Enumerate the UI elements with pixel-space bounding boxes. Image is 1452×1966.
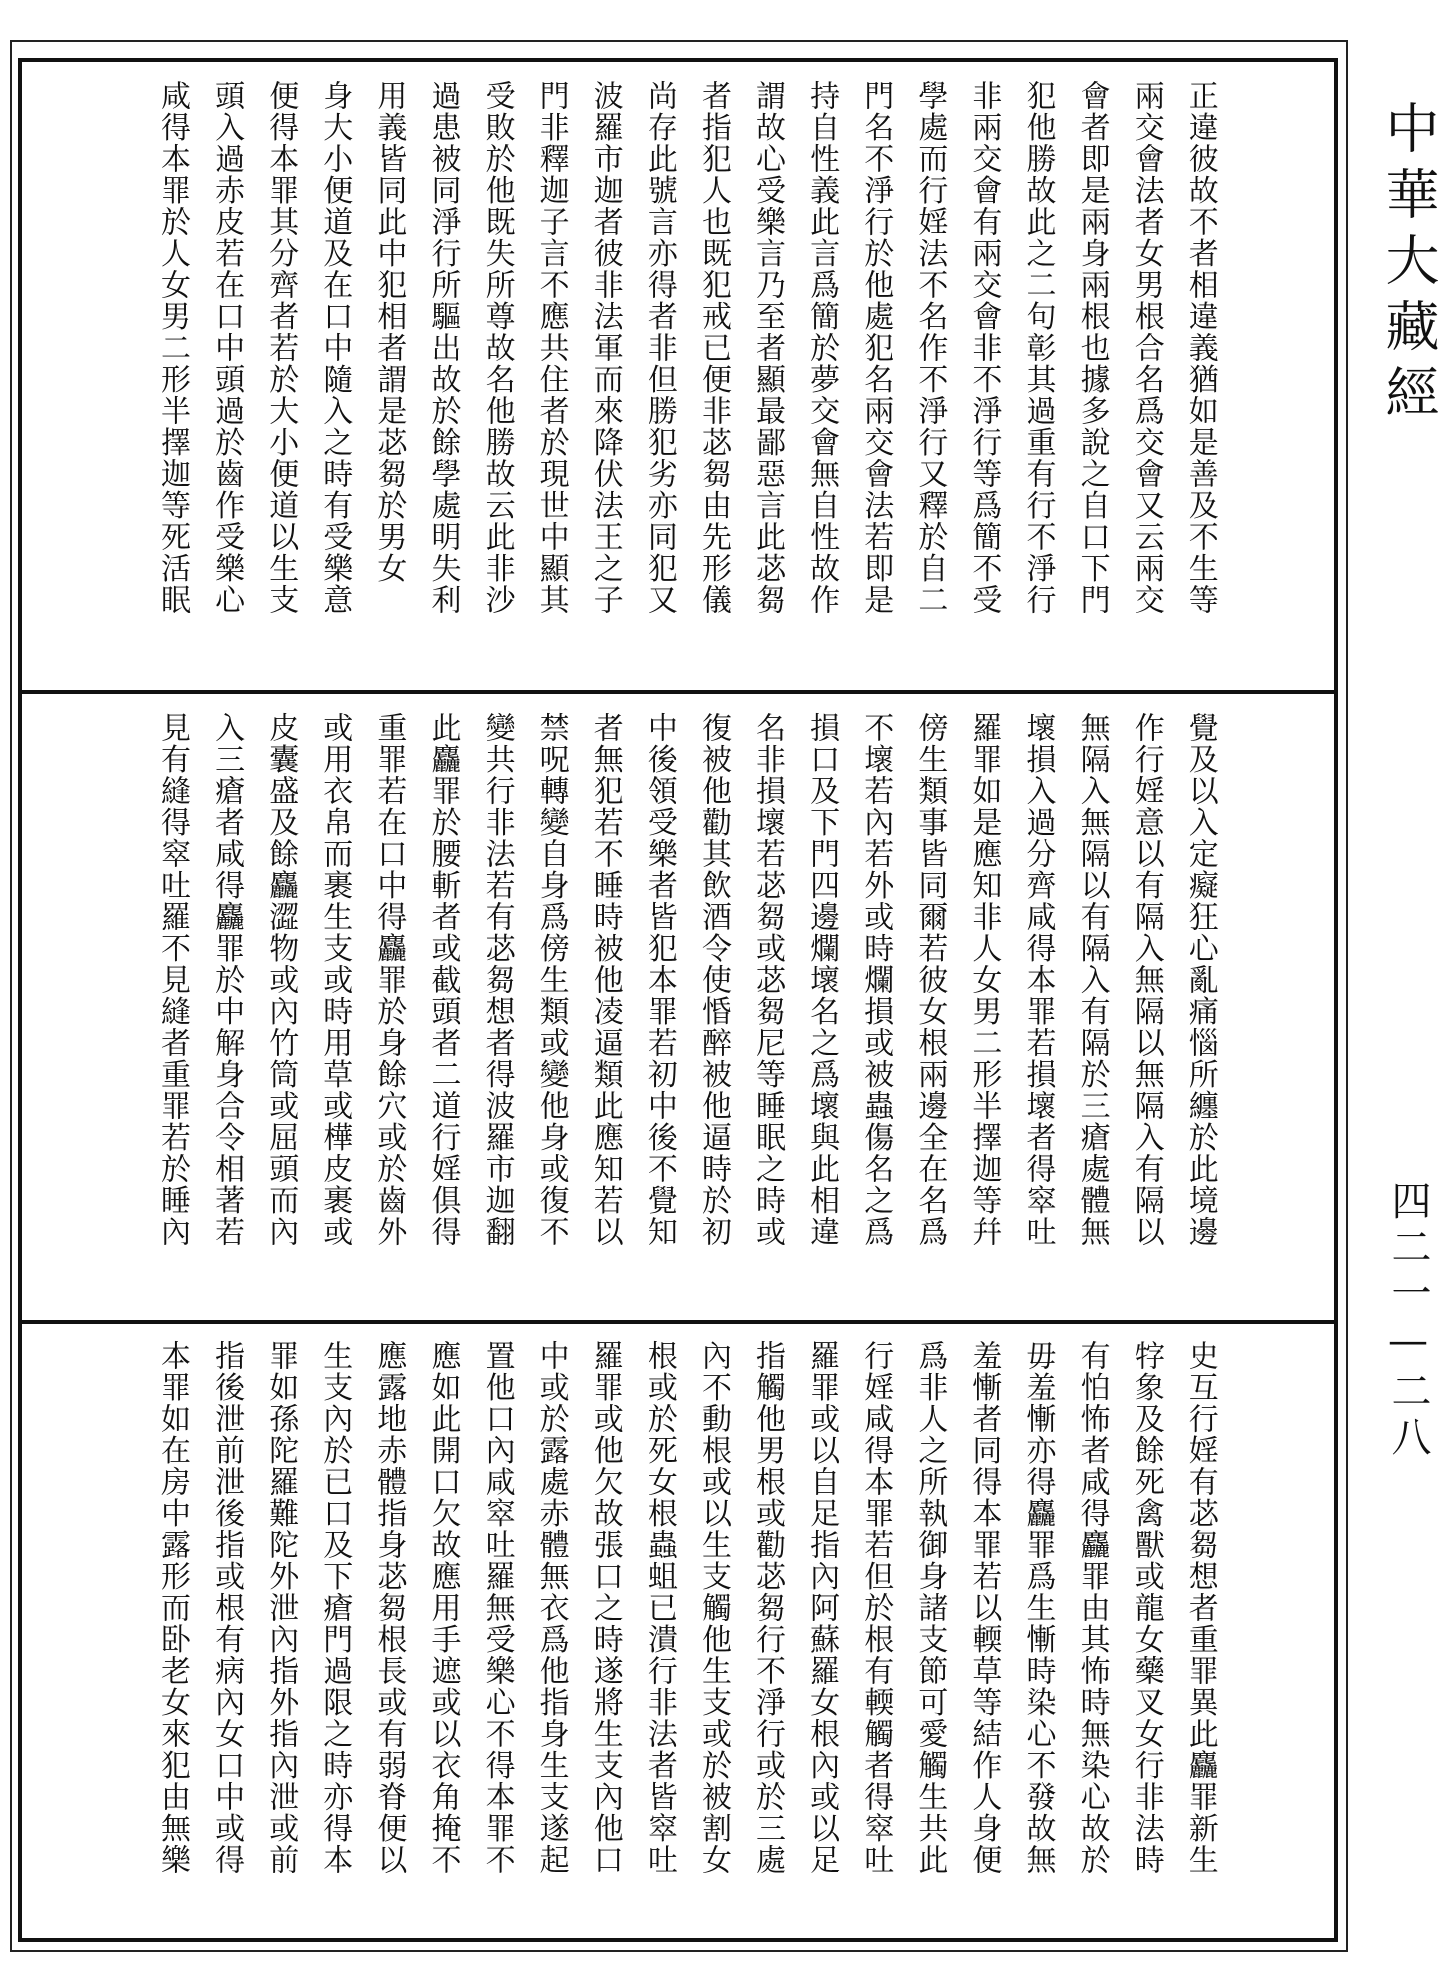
text-column: 頭入過赤皮若在口中頭過於齒作受樂心 [209,80,245,616]
text-column: 犯他勝故此之二句彰其過重有行不淨行 [1020,80,1056,616]
text-column: 名非損壞若苾芻或苾芻尼等睡眠之時或 [750,712,786,1248]
text-column: 禁呪轉變自身爲傍生類或變他身或復不 [533,712,569,1248]
text-column: 羅罪如是應知非人女男二形半擇迦等幷 [966,712,1002,1248]
text-column: 波羅市迦者彼非法軍而來降伏法王之子 [587,80,623,616]
text-column: 無隔入無隔以有隔入有隔於三瘡處體無 [1074,712,1110,1248]
text-column: 者無犯若不睡時被他凌逼類此應知若以 [587,712,623,1248]
text-column: 會者即是兩身兩根也據多說之自口下門 [1074,80,1110,616]
text-column: 應如此開口欠故應用手遮或以衣角掩不 [425,1340,461,1876]
text-column: 門名不淨行於他處犯名兩交會法若即是 [858,80,894,616]
collection-title: 中華大藏經 [1377,100,1440,430]
text-column: 爲非人之所執御身諸支節可愛觸生共此 [912,1340,948,1876]
text-column: 生支內於已口及下瘡門過限之時亦得本 [317,1340,353,1876]
text-column: 牸象及餘死禽獸或龍女藥叉女行非法時 [1128,1340,1164,1876]
text-column: 應露地赤體指身苾芻根長或有弱脊便以 [371,1340,407,1876]
text-column: 受敗於他既失所尊故名他勝故云此非沙 [479,80,515,616]
text-column: 指觸他男根或勸苾芻行不淨行或於三處 [750,1340,786,1876]
text-column: 中後領受樂者皆犯本罪若初中後不覺知 [641,712,677,1248]
text-column: 或用衣帛而裹生支或時用草或樺皮裹或 [317,712,353,1248]
text-column: 羅罪或以自足指內阿蘇羅女根內或以足 [804,1340,840,1876]
text-column: 復被他勸其飲酒令使惛醉被他逼時於初 [695,712,731,1248]
text-column: 學處而行婬法不名作不淨行又釋於自二 [912,80,948,616]
text-column: 內不動根或以生支觸他生支或於被割女 [695,1340,731,1876]
text-column: 羅罪或他欠故張口之時遂將生支內他口 [587,1340,623,1876]
text-column: 入三瘡者咸得麤罪於中解身合令相著若 [209,712,245,1248]
text-column: 身大小便道及在口中隨入之時有受樂意 [317,80,353,616]
text-column: 根或於死女根蟲蛆已潰行非法者皆窣吐 [641,1340,677,1876]
text-panel-top [150,80,1220,680]
text-column: 毋羞慚亦得麤罪爲生慚時染心不發故無 [1020,1340,1056,1876]
text-column: 用義皆同此中犯相者謂是苾芻於男女 [371,80,407,584]
text-column: 本罪如在房中露形而卧老女來犯由無樂 [155,1340,190,1876]
text-column: 皮囊盛及餘麤澀物或內竹筒或屈頭而內 [263,712,299,1248]
text-column: 變共行非法若有苾芻想者得波羅市迦翻 [479,712,515,1248]
text-column: 過患被同淨行所驅出故於餘學處明失利 [425,80,461,616]
text-column: 便得本罪其分齊者若於大小便道以生支 [263,80,299,616]
text-column: 覺及以入定癡狂心亂痛惱所纏於此境邊 [1182,712,1218,1248]
text-column: 尚存此號言亦得者非但勝犯劣亦同犯又 [641,80,677,616]
text-column: 正違彼故不者相違義猶如是善及不生等 [1182,80,1218,616]
text-column: 兩交會法者女男根合名爲交會又云兩交 [1128,80,1164,616]
text-column: 者指犯人也既犯戒已便非苾芻由先形儀 [695,80,731,616]
text-column: 指後泄前泄後指或根有病內女口中或得 [209,1340,245,1876]
text-column: 壞損入過分齊咸得本罪若損壞者得窣吐 [1020,712,1056,1248]
text-column: 不壞若內若外或時爛損或被蟲傷名之爲 [858,712,894,1248]
text-panel-bottom [150,1340,1220,1930]
text-column: 有怕怖者咸得麤罪由其怖時無染心故於 [1074,1340,1110,1876]
text-column: 損口及下門四邊爛壞名之爲壞與此相違 [804,712,840,1248]
text-panel-middle [150,712,1220,1312]
text-column: 傍生類事皆同爾若彼女根兩邊全在名爲 [912,712,948,1248]
text-column: 史互行婬有苾芻想者重罪異此麤罪新生 [1182,1340,1218,1876]
text-column: 咸得本罪於人女男二形半擇迦等死活眠 [155,80,190,616]
text-column: 作行婬意以有隔入無隔以無隔入有隔以 [1128,712,1164,1248]
text-column: 置他口內咸窣吐羅無受樂心不得本罪不 [479,1340,515,1876]
panel-divider-top [22,690,1334,694]
text-column: 門非釋迦子言不應共住者於現世中顯其 [533,80,569,616]
text-column: 行婬咸得本罪若但於根有輭觸者得窣吐 [858,1340,894,1876]
text-column: 見有縫得窣吐羅不見縫者重罪若於睡內 [155,712,190,1248]
text-column: 羞慚者同得本罪若以輭草等結作人身便 [966,1340,1002,1876]
page-number: 四二一—二八 [1385,1180,1431,1462]
text-column: 罪如孫陀羅難陀外泄內指外指內泄或前 [263,1340,299,1876]
text-column: 謂故心受樂言乃至者顯最鄙惡言此苾芻 [750,80,786,616]
text-column: 此麤罪於腰斬者或截頭者二道行婬俱得 [425,712,461,1248]
text-column: 持自性義此言爲簡於夢交會無自性故作 [804,80,840,616]
text-column: 中或於露處赤體無衣爲他指身生支遂起 [533,1340,569,1876]
panel-divider-bottom [22,1320,1334,1324]
text-column: 非兩交會有兩交會非不淨行等爲簡不受 [966,80,1002,616]
text-column: 重罪若在口中得麤罪於身餘穴或於齒外 [371,712,407,1248]
